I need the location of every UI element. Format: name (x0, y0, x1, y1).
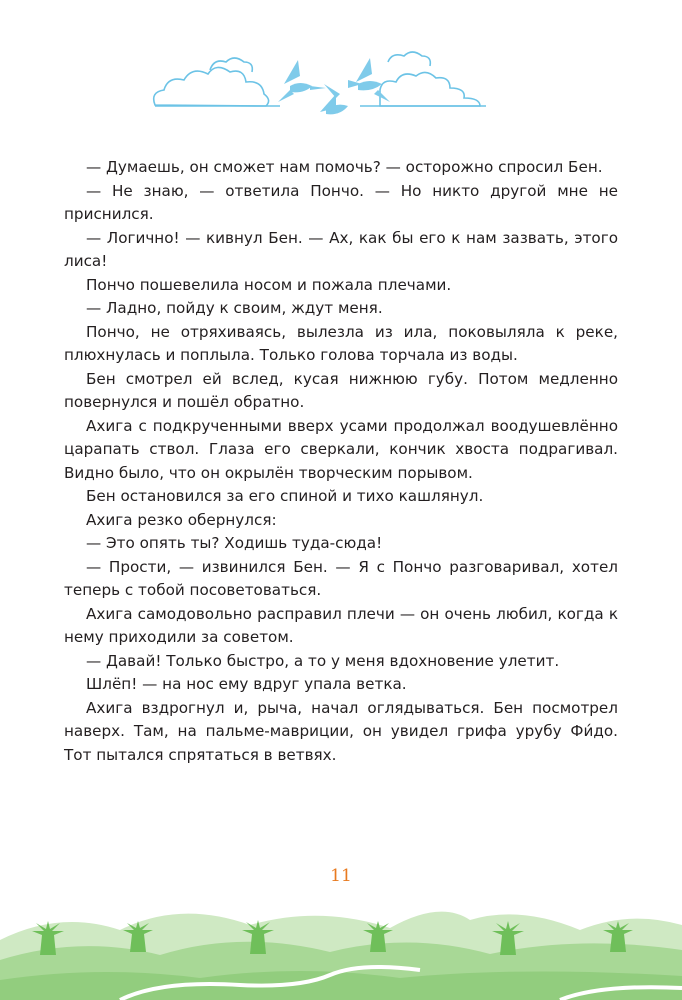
paragraph: Ахига резко обернулся: (86, 510, 277, 529)
page-number: 11 (330, 866, 352, 886)
paragraph: — Не знаю, — ответила Пончо. — Но никто другой мне не приснился. (64, 181, 618, 223)
paragraph: Бен остановился за его спиной и тихо кашлянул. (86, 487, 484, 505)
header-illustration (150, 40, 490, 120)
hills-icon (0, 912, 682, 1000)
story-text (64, 156, 618, 767)
paragraph: Пончо, не отряхиваясь, вылезла из ила, поковыляла к реке, плюхнулась и поплыла. Только голова торчала из воды. (64, 322, 618, 364)
paragraph: — Это опять ты? Ходишь туда-сюда! (86, 534, 383, 552)
paragraph: — Прости, — извинился Бен. — Я с Пончо разговаривал, хотел теперь с тобой посоветоваться. (64, 557, 618, 599)
paragraph: Шлёп! — на нос ему вдруг упала ветка. (86, 675, 407, 693)
footer-illustration (0, 880, 682, 1000)
paragraph: Бен смотрел ей вслед, кусая нижнюю губу. Потом медленно повернулся и пошёл обратно. (64, 369, 618, 411)
paragraph: — Думаешь, он сможет нам помочь? — осторожно спросил Бен. (86, 158, 603, 176)
clouds-icon (154, 52, 486, 106)
paragraph: — Логично! — кивнул Бен. — Ах, как бы его к нам зазвать, этого лиса! (64, 228, 618, 270)
paragraph: Ахига самодовольно расправил плечи — он очень любил, когда к нему приходили за советом. (64, 604, 618, 646)
paragraph: Ахига с подкрученными вверх усами продолжал воодушевлённо царапать ствол. Глаза его сверкали, кончик хвоста подрагивал. Видно было, что он окрылён творческим порывом. (64, 416, 618, 482)
paragraph: — Давай! Только быстро, а то у меня вдохновение улетит. (86, 651, 560, 670)
paragraph: — Ладно, пойду к своим, ждут меня. (86, 299, 383, 317)
paragraph: Ахига вздрогнул и, рыча, начал оглядываться. Бен посмотрел наверх. Там, на пальме-мавриции, он увидел грифа урубу Фи́до. Тот пытался спрятаться в ветвях. (64, 698, 618, 764)
paragraph: Пончо пошевелила носом и пожала плечами. (86, 275, 452, 294)
